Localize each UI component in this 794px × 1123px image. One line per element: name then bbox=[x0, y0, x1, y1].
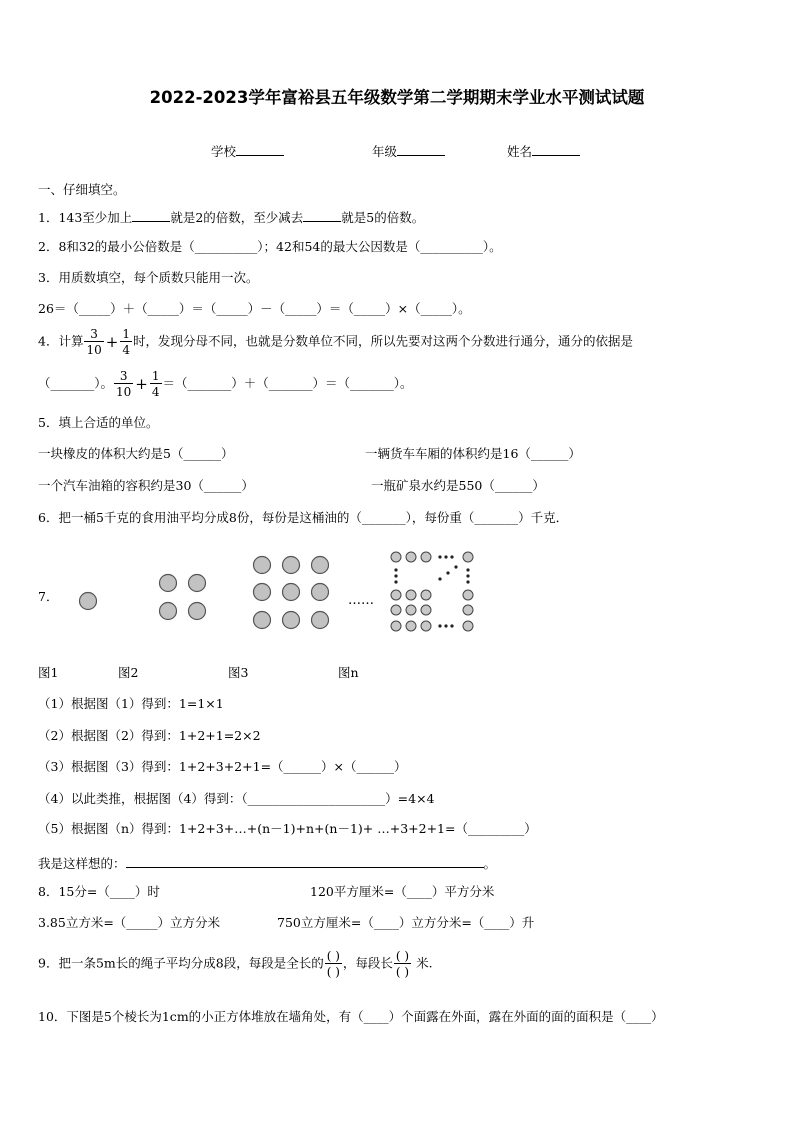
name-label: 姓名 bbox=[507, 144, 533, 159]
question-3-equation: 26＝（_____）＋（_____）＝（_____）－（_____）＝（_____）×（_____）。 bbox=[38, 301, 471, 316]
question-8-d: 750立方厘米=（____）立方分米=（____）升 bbox=[277, 915, 535, 930]
figure-3-dots bbox=[254, 557, 329, 629]
q7-think-blank[interactable] bbox=[126, 855, 484, 868]
question-8-a: 8．15分=（____）时 bbox=[38, 884, 160, 899]
question-8-c: 3.85立方米=（_____）立方分米 bbox=[38, 915, 221, 930]
q7-line-3: （3）根据图（3）得到：1+2+3+2+1=（______）×（______） bbox=[38, 759, 407, 774]
section-heading: 一、仔细填空。 bbox=[38, 182, 126, 197]
q5-item-tank: 一个汽车油箱的容积约是30（______） bbox=[38, 478, 254, 493]
figure-2-dots bbox=[160, 575, 206, 620]
figure-1-dot bbox=[80, 593, 97, 610]
fraction-3-10: $\frac{3}{10}$ bbox=[86, 327, 102, 357]
figure-label-1: 图1 bbox=[38, 665, 59, 680]
question-2: 2．8和32的最小公倍数是（__________）；42和54的最大公因数是（__________）。 bbox=[38, 239, 502, 254]
q7-line-1: （1）根据图（1）得到：1=1×1 bbox=[38, 696, 224, 711]
question-1: 1．143至少加上 就是2的倍数，至少减去 就是5的倍数。 bbox=[38, 210, 425, 225]
q7-line-4: （4）以此类推，根据图（4）得到：（______________________）=4×4 bbox=[38, 791, 435, 806]
q9-fraction-blank-2[interactable]: $\frac{( )}{( )}$ bbox=[395, 949, 410, 979]
fraction-3-10-b: $\frac{3}{10}$ bbox=[116, 369, 132, 399]
grade-label: 年级 bbox=[372, 144, 398, 159]
question-5: 5．填上合适的单位。 bbox=[38, 415, 159, 430]
q7-line-2: （2）根据图（2）得到：1+2+1=2×2 bbox=[38, 728, 261, 743]
name-blank[interactable] bbox=[532, 143, 580, 156]
q1-blank-2[interactable] bbox=[303, 209, 341, 222]
question-9: 9．把一条5m长的绳子平均分成8段，每段是全长的 $\frac{( )}{( )}$ ，每段长 $\frac{( )}{( )}$ 米. bbox=[38, 949, 433, 979]
q7-line-5: （5）根据图（n）得到：1+2+3+…+(n－1)+n+(n－1)+ …+3+2+1=（_________） bbox=[38, 821, 537, 836]
question-6: 6．把一桶5千克的食用油平均分成8份，每份是这桶油的（_______），每份重（_______）千克． bbox=[38, 510, 569, 525]
school-field bbox=[211, 143, 284, 159]
question-4: 4．计算 $\frac{3}{10}$ + $\frac{1}{4}$ 时，发现分母不同，也就是分数单位不同，所以先要对这两个分数进行通分，通分的依据是 bbox=[38, 327, 633, 357]
grade-field bbox=[372, 143, 445, 159]
question-8-b: 120平方厘米=（____）平方分米 bbox=[310, 884, 495, 899]
fraction-1-4: $\frac{1}{4}$ bbox=[122, 327, 130, 357]
figure-ellipsis: …… bbox=[348, 593, 374, 608]
name-field bbox=[507, 143, 580, 159]
fraction-1-4-b: $\frac{1}{4}$ bbox=[151, 369, 160, 399]
figure-n-dots bbox=[391, 552, 473, 631]
grade-blank[interactable] bbox=[397, 143, 445, 156]
q5-item-eraser: 一块橡皮的体积大约是5（______） bbox=[38, 446, 234, 461]
school-blank[interactable] bbox=[236, 143, 284, 156]
q9-fraction-blank-1[interactable]: $\frac{( )}{( )}$ bbox=[326, 949, 340, 979]
figure-label-2: 图2 bbox=[118, 665, 139, 680]
question-7-number: 7． bbox=[38, 589, 59, 604]
q7-think: 我是这样想的： 。 bbox=[38, 856, 497, 871]
dot-pattern-figures bbox=[70, 545, 490, 640]
q5-item-water: 一瓶矿泉水约是550（______） bbox=[371, 478, 545, 493]
q1-blank-1[interactable] bbox=[132, 209, 170, 222]
figure-label-3: 图3 bbox=[228, 665, 249, 680]
question-10: 10．下图是5个棱长为1cm的小正方体堆放在墙角处，有（____）个面露在外面，露在外面的面的面积是（____） bbox=[38, 1009, 664, 1024]
figure-label-n: 图n bbox=[338, 665, 359, 680]
school-label: 学校 bbox=[211, 144, 237, 159]
page-title: 2022-2023学年富裕县五年级数学第二学期期末学业水平测试试题 bbox=[149, 88, 645, 107]
question-4-line2: （_______）。 $\frac{3}{10}$ + $\frac{1}{4}$ ＝（_______）＋（_______）＝（_______）。 bbox=[38, 369, 413, 399]
question-3: 3．用质数填空，每个质数只能用一次。 bbox=[38, 270, 259, 285]
q5-item-truck: 一辆货车车厢的体积约是16（______） bbox=[365, 446, 581, 461]
